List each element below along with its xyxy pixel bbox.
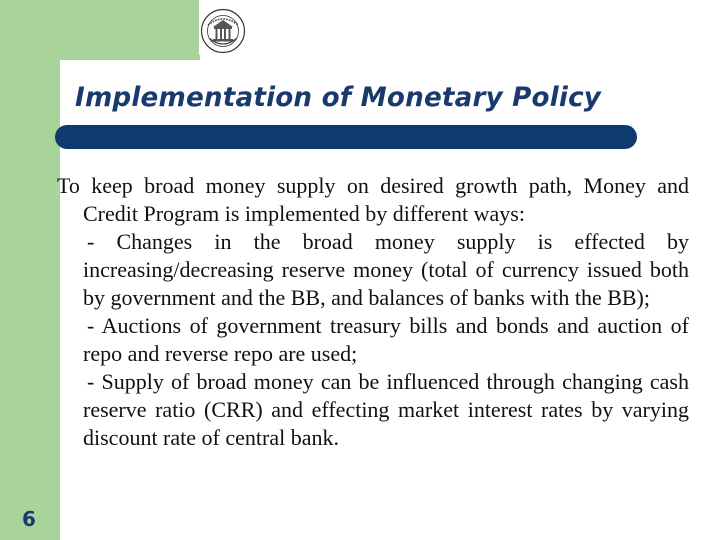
bullet-point: - Auctions of government treasury bills and bonds and auction of repo and reverse repo are used; xyxy=(83,313,689,366)
bangladesh-bank-seal-icon xyxy=(200,8,246,54)
intro-paragraph: To keep broad money supply on desired growth path, Money and Credit Program is implemented by different ways: xyxy=(57,173,689,226)
top-green-band xyxy=(0,0,200,60)
bullet-point: - Changes in the broad money supply is effected by increasing/decreasing reserve money (total of currency issued both by government and the BB, and balances of banks with the BB); xyxy=(83,229,689,310)
page-number: 6 xyxy=(22,507,36,531)
left-green-band xyxy=(0,0,60,540)
title-underline-bar xyxy=(55,125,637,149)
slide-body xyxy=(55,172,689,452)
slide-title: Implementation of Monetary Policy xyxy=(75,82,602,113)
bullet-point: - Supply of broad money can be influenced through changing cash reserve ratio (CRR) and effecting market interest rates by varying discount rate of central bank. xyxy=(83,369,689,450)
